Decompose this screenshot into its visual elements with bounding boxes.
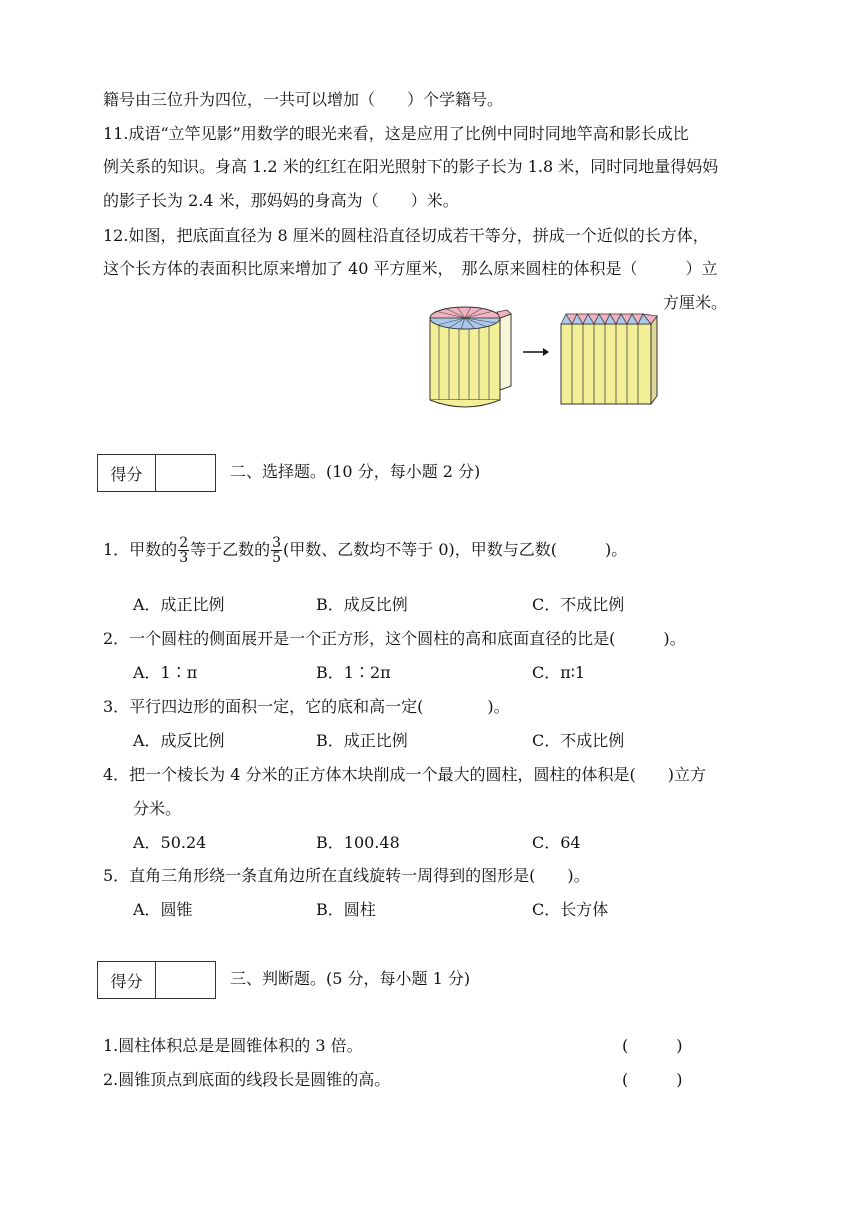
q11-line-2: 例关系的知识。身高 1.2 米的红红在阳光照射下的影子长为 1.8 米，同时同地量得妈妈 [103,157,719,176]
frac1-num: 2 [179,535,189,551]
s2-q1-option-a[interactable]: A．成正比例 [133,595,225,614]
s2-q4-option-b[interactable]: B．100.48 [316,833,400,852]
score-box-section3 [97,961,216,999]
s2-q2-option-c[interactable]: C．π∶1 [532,663,586,682]
s2-q2-option-a[interactable]: A．1∶π [133,663,198,682]
s2-q5: 5．直角三角形绕一条直角边所在直线旋转一周得到的图形是( )。 [103,866,590,885]
s2-q3-option-b[interactable]: B．成正比例 [316,731,408,750]
s2-q5-option-c[interactable]: C．长方体 [532,900,609,919]
s2-q1-suffix: (甲数、乙数均不等于 0)，甲数与乙数( )。 [283,540,628,559]
s2-q4-line-1: 4．把一个棱长为 4 分米的正方体木块削成一个最大的圆柱，圆柱的体积是( )立方 [103,765,707,784]
score-blank[interactable] [156,962,215,998]
q12-line-1: 12.如图，把底面直径为 8 厘米的圆柱沿直径切成若干等分，拼成一个近似的长方体， [103,226,709,245]
s2-q5-option-a[interactable]: A．圆锥 [133,900,193,919]
fraction-3-5 [271,536,282,565]
q10-tail-line: 籍号由三位升为四位，一共可以增加（ ）个学籍号。 [103,90,504,109]
s2-q1 [103,536,627,565]
cuboid-icon [561,314,657,404]
s2-q1-option-c[interactable]: C．不成比例 [532,595,625,614]
score-blank[interactable] [156,455,215,491]
s2-q4-option-c[interactable]: C．64 [532,833,581,852]
s2-q3-option-c[interactable]: C．不成比例 [532,731,625,750]
s2-q4-option-a[interactable]: A．50.24 [133,833,207,852]
s2-q3-option-a[interactable]: A．成反比例 [133,731,225,750]
q11-line-1: 11.成语“立竿见影”用数学的眼光来看，这是应用了比例中同时同地竿高和影长成比 [103,124,689,143]
arrow-right-icon [523,348,549,356]
s2-q1-prefix: 1．甲数的 [103,540,178,559]
s2-q5-option-b[interactable]: B．圆柱 [316,900,376,919]
frac2-num: 3 [272,535,282,551]
s3-item-2: 2.圆锥顶点到底面的线段长是圆锥的高。 [103,1070,391,1089]
frac2-den: 5 [272,550,282,566]
s3-item-2-answer[interactable]: ( ) [622,1070,683,1089]
section3-title: 三、判断题。(5 分，每小题 1 分) [230,969,471,988]
s2-q4-line-2: 分米。 [133,799,182,818]
s3-item-1-answer[interactable]: ( ) [622,1036,683,1055]
score-label: 得分 [98,455,156,491]
score-box-section2 [97,454,216,492]
score-label: 得分 [98,962,156,998]
q12-line-2: 这个长方体的表面积比原来增加了 40 平方厘米， 那么原来圆柱的体积是（ ）立 [103,259,718,278]
section2-title: 二、选择题。(10 分，每小题 2 分) [230,462,481,481]
s2-q3: 3．平行四边形的面积一定，它的底和高一定( )。 [103,697,510,716]
s2-q1-mid: 等于乙数的 [190,540,271,559]
q11-line-3: 的影子长为 2.4 米，那妈妈的身高为（ ）米。 [103,191,459,210]
s3-item-1: 1.圆柱体积总是是圆锥体积的 3 倍。 [103,1036,363,1055]
q12-line-3: 方厘米。 [663,293,728,312]
s2-q2-option-b[interactable]: B．1∶2π [316,663,391,682]
s2-q2: 2．一个圆柱的侧面展开是一个正方形，这个圆柱的高和底面直径的比是( )。 [103,629,686,648]
fraction-2-3 [178,536,189,565]
cylinder-to-cuboid-figure [425,300,665,410]
frac1-den: 3 [179,550,189,566]
s2-q1-option-b[interactable]: B．成反比例 [316,595,408,614]
cylinder-icon [430,307,511,407]
